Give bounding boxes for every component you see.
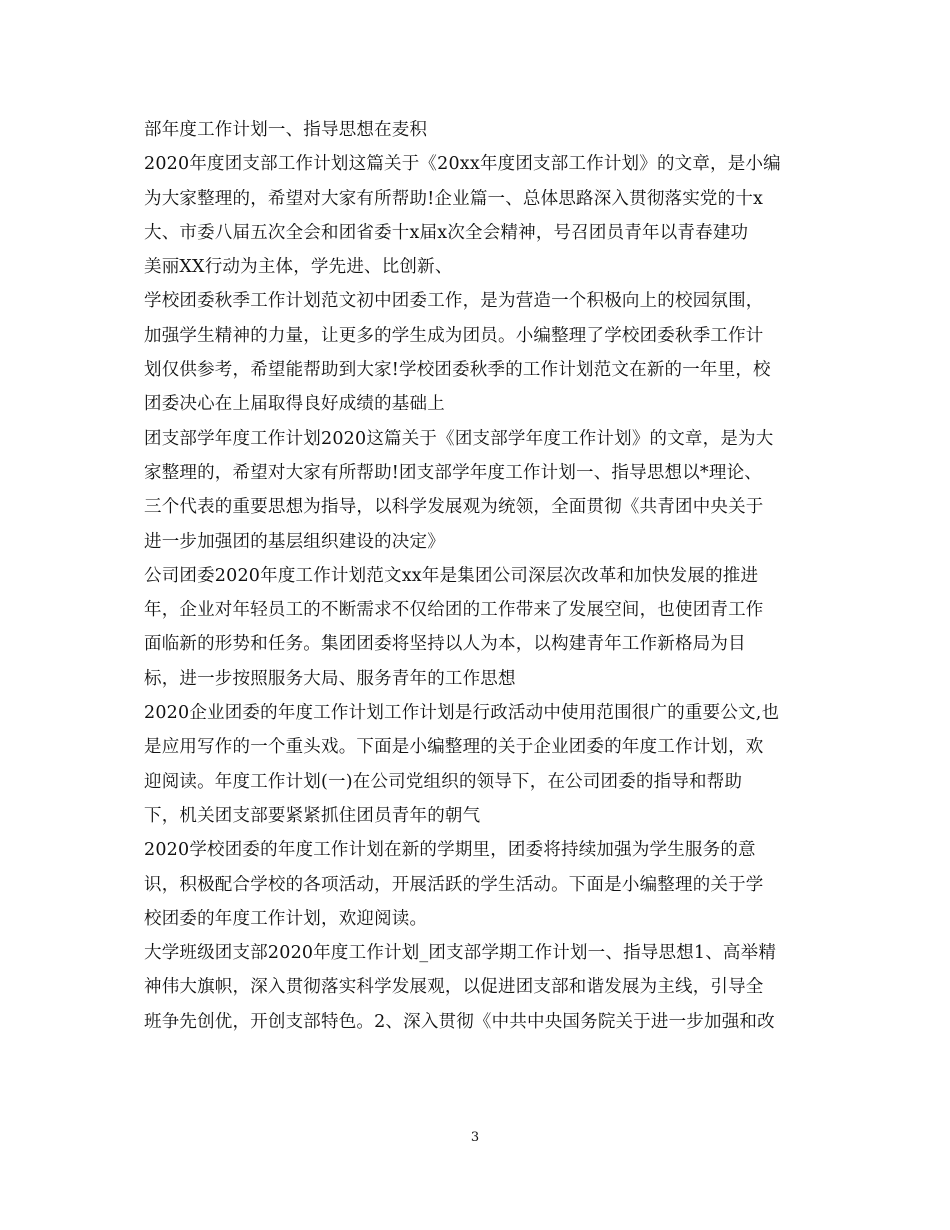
- text-line: 部年度工作计划一、指导思想在麦积: [144, 120, 428, 140]
- page-number: 3: [470, 1130, 480, 1145]
- text-line: 三个代表的重要思想为指导，以科学发展观为统领，全面贯彻《共青团中央关于: [144, 497, 764, 518]
- text-line: 团委决心在上届取得良好成绩的基础上: [144, 394, 445, 415]
- text-line: 加强学生精神的力量，让更多的学生成为团员。小编整理了学校团委秋季工作计: [144, 325, 764, 346]
- paragraph: [144, 696, 812, 833]
- paragraph: [144, 147, 812, 284]
- paragraph: [144, 833, 812, 936]
- text-line: 识，积极配合学校的各项活动，开展活跃的学生活动。下面是小编整理的关于学: [144, 874, 764, 895]
- text-line: 划仅供参考，希望能帮助到大家!学校团委秋季的工作计划范文在新的一年里，校: [144, 360, 771, 381]
- text-line: 为大家整理的，希望对大家有所帮助!企业篇一、总体思路深入贯彻落实党的十x: [144, 188, 764, 209]
- paragraph: [144, 936, 812, 1039]
- text-line: 2020年度团支部工作计划这篇关于《20xx年度团支部工作计划》的文章，是小编: [144, 154, 781, 175]
- paragraph: [144, 113, 812, 147]
- document-body: [144, 113, 812, 1039]
- text-line: 班争先创优，开创支部特色。2、深入贯彻《中共中央国务院关于进一步加强和改: [144, 1011, 775, 1032]
- text-line: 美丽XX行动为主体，学先进、比创新、: [144, 257, 453, 278]
- text-line: 学校团委秋季工作计划范文初中团委工作，是为营造一个积极向上的校园氛围，: [144, 291, 764, 312]
- text-line: 迎阅读。年度工作计划(一)在公司党组织的领导下，在公司团委的指导和帮助: [144, 771, 743, 792]
- text-line: 面临新的形势和任务。集团团委将坚持以人为本，以构建青年工作新格局为目: [144, 634, 746, 655]
- text-line: 校团委的年度工作计划，欢迎阅读。: [144, 908, 428, 929]
- text-line: 2020企业团委的年度工作计划工作计划是行政活动中使用范围很广的重要公文,也: [144, 703, 780, 724]
- text-line: 大、市委八届五次全会和团省委十x届x次全会精神，号召团员青年以青春建功: [144, 222, 749, 243]
- text-line: 下，机关团支部要紧紧抓住团员青年的朝气: [144, 805, 481, 826]
- text-line: 年，企业对年轻员工的不断需求不仅给团的工作带来了发展空间，也使团青工作: [144, 600, 764, 621]
- text-line: 2020学校团委的年度工作计划在新的学期里，团委将持续加强为学生服务的意: [144, 840, 756, 861]
- text-line: 是应用写作的一个重头戏。下面是小编整理的关于企业团委的年度工作计划，欢: [144, 737, 764, 758]
- text-line: 公司团委2020年度工作计划范文xx年是集团公司深层次改革和加快发展的推进: [144, 565, 759, 586]
- text-line: 团支部学年度工作计划2020这篇关于《团支部学年度工作计划》的文章，是为大: [144, 428, 774, 449]
- paragraph: [144, 284, 812, 421]
- text-line: 神伟大旗帜，深入贯彻落实科学发展观，以促进团支部和谐发展为主线，引导全: [144, 977, 764, 998]
- paragraph: [144, 422, 812, 559]
- text-line: 进一步加强团的基层组织建设的决定》: [144, 531, 445, 552]
- text-line: 大学班级团支部2020年度工作计划_团支部学期工作计划一、指导思想1、高举精: [144, 943, 777, 964]
- text-line: 标，进一步按照服务大局、服务青年的工作思想: [144, 668, 516, 689]
- paragraph: [144, 559, 812, 696]
- text-line: 家整理的，希望对大家有所帮助!团支部学年度工作计划一、指导思想以*理论、: [144, 462, 762, 483]
